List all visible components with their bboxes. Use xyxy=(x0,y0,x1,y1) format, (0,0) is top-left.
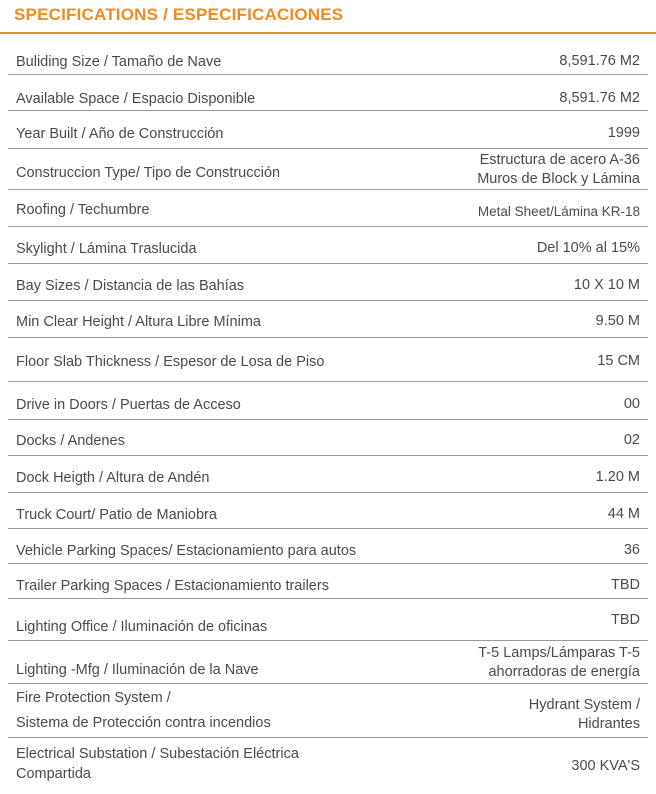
row-value xyxy=(478,644,640,682)
row-label: Bay Sizes / Distancia de las Bahías xyxy=(16,278,245,294)
row-value-line: Muros de Block y Lámina xyxy=(477,171,640,187)
row-value: 36 xyxy=(623,542,640,558)
row-label: Available Space / Espacio Disponible xyxy=(16,91,256,107)
row-value: TBD xyxy=(611,612,640,628)
row-value: 1999 xyxy=(607,125,640,141)
row-label: Trailer Parking Spaces / Estacionamiento trailers xyxy=(16,578,329,594)
row-label: Year Built / Año de Construcción xyxy=(16,126,224,142)
header-divider xyxy=(0,32,656,34)
table-row xyxy=(8,227,648,264)
row-label: Vehicle Parking Spaces/ Estacionamiento para autos xyxy=(16,543,357,559)
row-label: Construccion Type/ Tipo de Construcción xyxy=(16,165,281,181)
row-value xyxy=(477,151,640,189)
table-row xyxy=(8,738,648,788)
table-row xyxy=(8,456,648,493)
row-value: 300 KVA'S xyxy=(571,758,640,774)
row-value: 15 CM xyxy=(597,353,640,369)
row-label: Lighting Office / Iluminación de oficinas xyxy=(16,619,268,635)
table-row xyxy=(8,338,648,382)
table-row xyxy=(8,382,648,420)
table-row xyxy=(8,75,648,111)
table-row xyxy=(8,641,648,684)
table-row xyxy=(8,264,648,301)
row-label: Buliding Size / Tamaño de Nave xyxy=(16,54,222,70)
table-row xyxy=(8,42,648,75)
table-row xyxy=(8,529,648,564)
table-row xyxy=(8,420,648,456)
page-title: SPECIFICATIONS / ESPECIFICACIONES xyxy=(14,5,344,24)
row-label xyxy=(16,744,299,784)
row-label-line: Sistema de Protección contra incendios xyxy=(16,715,271,731)
table-row xyxy=(8,564,648,599)
row-value: 1.20 M xyxy=(595,469,640,485)
table-row xyxy=(8,149,648,190)
row-label: Drive in Doors / Puertas de Acceso xyxy=(16,397,241,413)
row-value: 44 M xyxy=(607,506,640,522)
row-value-line: ahorradoras de energía xyxy=(488,664,640,680)
row-value: Metal Sheet/Lámina KR-18 xyxy=(477,204,640,219)
row-value-line: Estructura de acero A-36 xyxy=(479,152,640,168)
table-row xyxy=(8,301,648,338)
row-label: Docks / Andenes xyxy=(16,433,125,449)
row-value-line: Hidrantes xyxy=(577,716,640,732)
row-label: Dock Heigth / Altura de Andén xyxy=(16,470,210,486)
row-value: 10 X 10 M xyxy=(573,277,640,293)
row-value: 02 xyxy=(623,432,640,448)
row-value-line: Hydrant System / xyxy=(528,697,640,713)
row-value: 9.50 M xyxy=(595,313,640,329)
spec-header xyxy=(0,0,656,38)
row-value: TBD xyxy=(611,577,640,593)
row-label: Roofing / Techumbre xyxy=(16,202,150,218)
row-label: Truck Court/ Patio de Maniobra xyxy=(16,507,217,523)
row-label-line: Compartida xyxy=(16,766,91,782)
row-label: Skylight / Lámina Traslucida xyxy=(16,241,197,257)
row-label: Lighting -Mfg / Iluminación de la Nave xyxy=(16,662,259,678)
row-value: 00 xyxy=(623,396,640,412)
row-label xyxy=(16,686,271,736)
row-value: 8,591.76 M2 xyxy=(559,90,640,106)
table-row xyxy=(8,111,648,149)
table-row xyxy=(8,599,648,641)
row-value: 8,591.76 M2 xyxy=(559,53,640,69)
row-value xyxy=(529,696,640,734)
row-value-line: T-5 Lamps/Lámparas T-5 xyxy=(478,645,640,661)
row-value: Del 10% al 15% xyxy=(536,240,640,256)
row-label-line: Electrical Substation / Subestación Eléctrica xyxy=(16,746,299,762)
row-label: Floor Slab Thickness / Espesor de Losa de Piso xyxy=(16,354,325,370)
table-row xyxy=(8,190,648,227)
table-row xyxy=(8,493,648,529)
row-label: Min Clear Height / Altura Libre Mínima xyxy=(16,314,261,330)
table-row xyxy=(8,684,648,738)
row-label-line: Fire Protection System / xyxy=(16,690,171,706)
